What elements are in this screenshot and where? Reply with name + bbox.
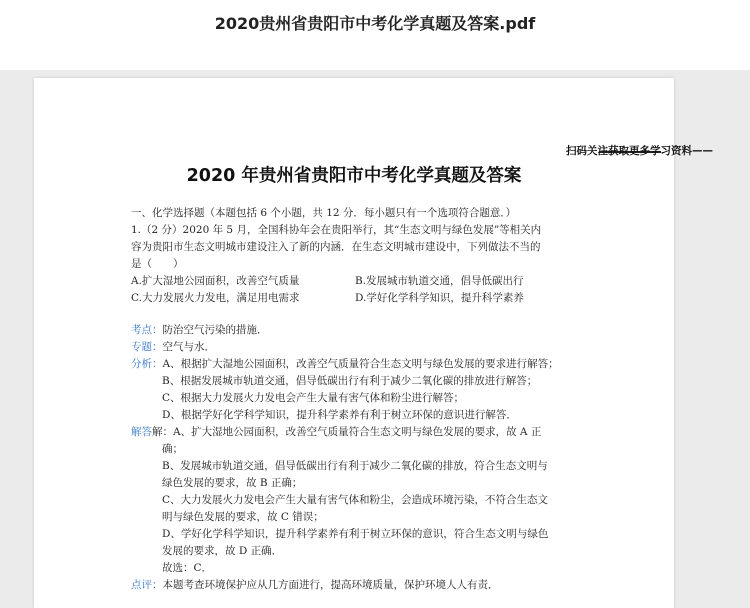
fenxi-line: D、根据学好化学科学知识，提升科学素养有利于树立环保的意识进行解答．: [162, 409, 517, 421]
zhuanti-row: [131, 339, 587, 356]
question-text: 容为贵阳市生态文明城市建设注入了新的内涵．在生态文明城市建设中，下列做法不当的: [131, 241, 541, 253]
jieda-row: [131, 424, 587, 441]
fenxi-line: A、根据扩大湿地公园面积，改善空气质量符合生态文明与绿色发展的要求进行解答；: [162, 358, 559, 370]
option-c: C.大力发展火力发电，满足用电需求: [131, 292, 300, 304]
jieda-line: 故选：C．: [162, 562, 213, 574]
document-title: 2020 年贵州省贵阳市中考化学真题及答案: [186, 166, 522, 186]
fenxi-row: [131, 356, 587, 373]
qr-promo-text: 扫码关注获取更多学习资料——: [566, 145, 713, 157]
option-b: B.发展城市轨道交通，倡导低碳出行: [355, 275, 524, 287]
jieda-line: D、学好化学科学知识，提升科学素养有利于树立环保的意识，符合生态文明与绿色: [162, 528, 549, 540]
dianping-row: [131, 577, 587, 594]
option-d: D.学好化学科学知识，提升科学素养: [355, 292, 524, 304]
options-row: [131, 290, 587, 307]
kaodian-text: 防治空气污染的措施．: [162, 324, 268, 336]
jieda-label: 解答: [131, 426, 152, 438]
jieda-line: A、扩大湿地公园面积，改善空气质量符合生态文明与绿色发展的要求，故 A 正: [173, 426, 542, 438]
zhuanti-label: 专题：: [131, 341, 163, 353]
question-text: 是（ ）: [131, 258, 184, 270]
jieda-prefix: 解：: [152, 426, 173, 438]
fenxi-line: B、根据发展城市轨道交通，倡导低碳出行有利于减少二氧化碳的排放进行解答；: [162, 375, 538, 387]
jieda-line: C、大力发展火力发电会产生大量有害气体和粉尘，会造成环境污染，不符合生态文: [162, 494, 549, 506]
pdf-page: [34, 78, 713, 608]
kaodian-row: [131, 322, 587, 339]
jieda-line: 明与绿色发展的要求，故 C 错误；: [162, 511, 324, 523]
fenxi-label: 分析：: [131, 358, 163, 370]
jieda-line: B、发展城市轨道交通，倡导低碳出行有利于减少二氧化碳的排放，符合生态文明与: [162, 460, 548, 472]
jieda-line: 绿色发展的要求，故 B 正确；: [162, 477, 303, 489]
jieda-line: 确；: [162, 443, 183, 455]
fenxi-line: C、根据大力发展火力发电会产生大量有害气体和粉尘进行解答；: [162, 392, 465, 404]
zhuanti-text: 空气与水．: [162, 341, 215, 353]
document-body: [131, 205, 587, 594]
kaodian-label: 考点：: [131, 324, 163, 336]
dianping-label: 点评：: [131, 579, 163, 591]
dianping-text: 本题考查环境保护应从几方面进行，提高环境质量，保护环境人人有责．: [162, 579, 499, 591]
question-text: 1.（2 分）2020 年 5 月，全国科协年会在贵阳举行，其“生态文明与绿色发展”等相关内: [131, 224, 542, 236]
section-heading: 一、化学选择题（本题包括 6 个小题，共 12 分．每小题只有一个选项符合题意．）: [131, 207, 517, 219]
file-title: 2020贵州省贵阳市中考化学真题及答案.pdf: [214, 14, 536, 33]
option-a: A.扩大湿地公园面积，改善空气质量: [131, 275, 300, 287]
options-row: [131, 273, 587, 290]
jieda-line: 发展的要求，故 D 正确．: [162, 545, 283, 557]
viewer-header: [0, 0, 750, 70]
